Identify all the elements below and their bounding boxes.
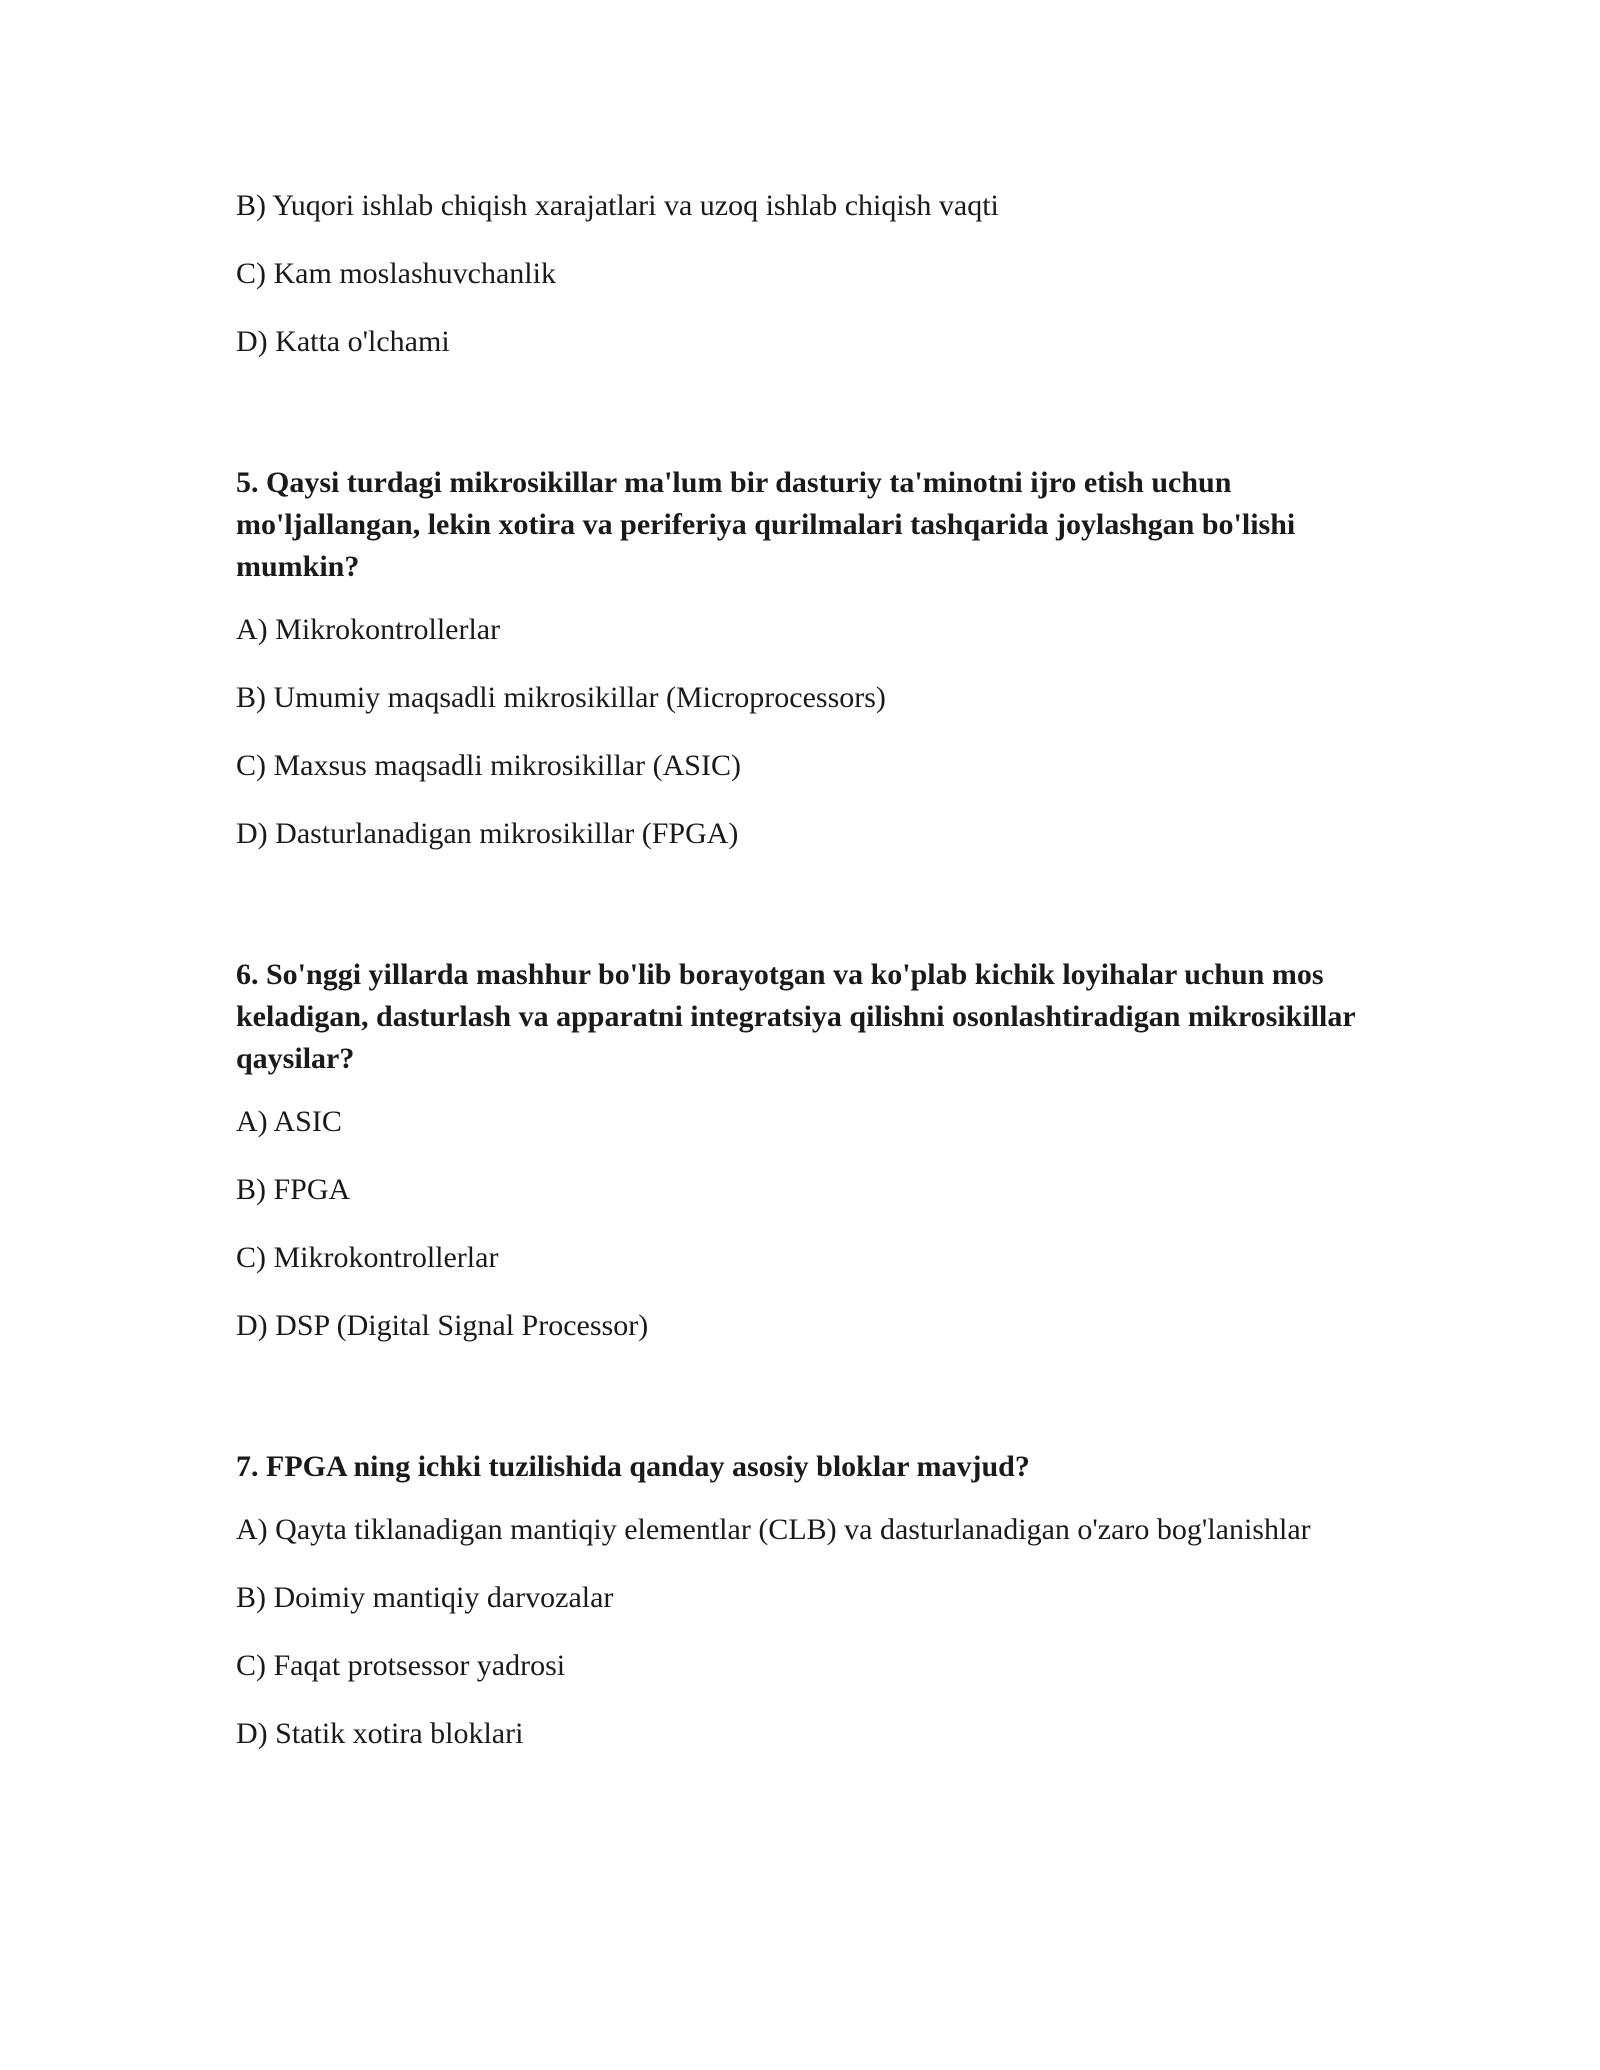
question-7 — [236, 1446, 1386, 1754]
question-6 — [236, 954, 1386, 1346]
answer-option: D) DSP (Digital Signal Processor) — [236, 1309, 649, 1342]
question-text: 6. So'nggi yillarda mashhur bo'lib borayotgan va ko'plab kichik loyihalar uchun mos keladigan, dasturlash va apparatni integratsiya qilishni osonlashtiradigan mikrosikillar qaysilar? — [236, 958, 1356, 1075]
answer-option: C) Kam moslashuvchanlik — [236, 257, 556, 290]
answer-option: A) ASIC — [236, 1105, 342, 1138]
question-text: 5. Qaysi turdagi mikrosikillar ma'lum bir dasturiy ta'minotni ijro etish uchun mo'ljallangan, lekin xotira va periferiya qurilmalari tashqarida joylashgan bo'lishi mumkin? — [236, 466, 1296, 583]
previous-question-options — [236, 186, 1386, 362]
answer-option: C) Maxsus maqsadli mikrosikillar (ASIC) — [236, 749, 741, 782]
page-content — [236, 186, 1386, 1782]
answer-option: A) Qayta tiklanadigan mantiqiy elementlar (CLB) va dasturlanadigan o'zaro bog'lanishlar — [236, 1513, 1311, 1546]
answer-option: B) Umumiy maqsadli mikrosikillar (Microprocessors) — [236, 681, 886, 714]
answer-option: A) Mikrokontrollerlar — [236, 613, 501, 646]
answer-option: B) FPGA — [236, 1173, 351, 1206]
answer-option: C) Mikrokontrollerlar — [236, 1241, 499, 1274]
answer-option: B) Yuqori ishlab chiqish xarajatlari va uzoq ishlab chiqish vaqti — [236, 189, 999, 222]
question-text: 7. FPGA ning ichki tuzilishida qanday asosiy bloklar mavjud? — [236, 1450, 1030, 1483]
answer-option: D) Statik xotira bloklari — [236, 1717, 524, 1750]
answer-option: D) Dasturlanadigan mikrosikillar (FPGA) — [236, 817, 739, 850]
answer-option: D) Katta o'lchami — [236, 325, 450, 358]
answer-option: B) Doimiy mantiqiy darvozalar — [236, 1581, 614, 1614]
question-5 — [236, 462, 1386, 854]
answer-option: C) Faqat protsessor yadrosi — [236, 1649, 566, 1682]
